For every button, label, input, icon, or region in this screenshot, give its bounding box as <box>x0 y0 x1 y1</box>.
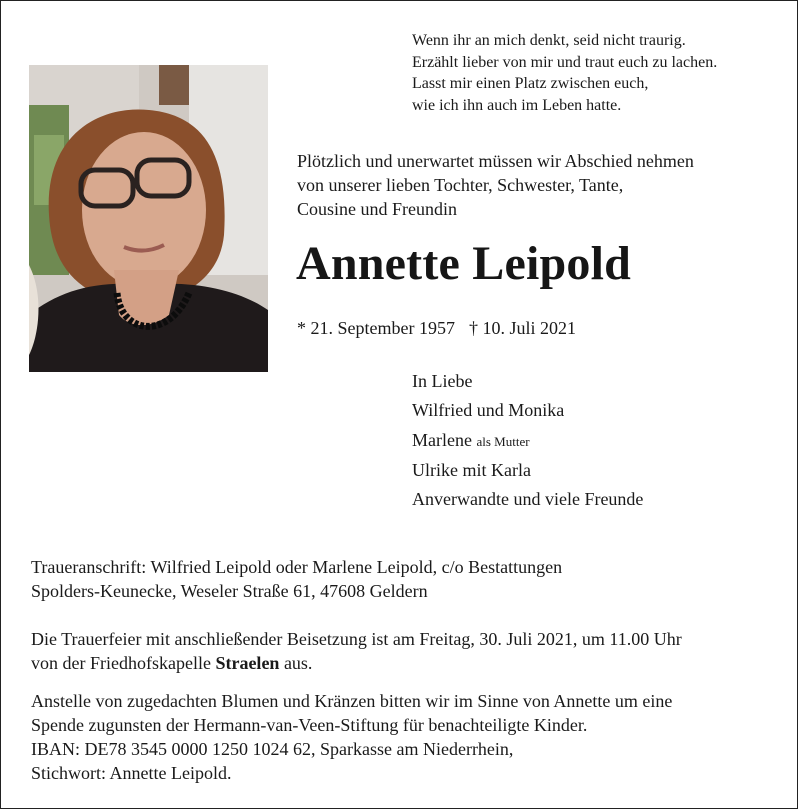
mourner-entry: Anverwandte und viele Freunde <box>412 489 644 510</box>
ceremony-suffix: aus. <box>279 653 313 673</box>
mourning-address <box>31 555 791 603</box>
mourner-relation: als Mutter <box>476 433 530 449</box>
mourner-entry: Ulrike mit Karla <box>412 459 531 480</box>
donation-line: Spende zugunsten der Hermann-van-Veen-Stiftung für benachteiligte Kinder. <box>31 715 588 735</box>
mourner-entry: Wilfried und Monika <box>412 400 565 421</box>
portrait-photo <box>29 65 268 372</box>
intro-line: Plötzlich und unerwartet müssen wir Abschied nehmen <box>297 151 694 171</box>
poem-line: Wenn ihr an mich denkt, seid nicht traurig. <box>412 32 686 49</box>
poem <box>412 30 782 116</box>
mourners-intro: In Liebe <box>412 371 473 391</box>
intro-text <box>297 149 787 221</box>
donation-keyword: Stichwort: Annette Leipold. <box>31 763 232 783</box>
ceremony-line <box>31 651 791 675</box>
intro-line: von unserer lieben Tochter, Schwester, Tante, <box>297 175 624 195</box>
poem-line: Lasst mir einen Platz zwischen euch, <box>412 75 649 92</box>
mourner-name: Marlene <box>412 429 472 450</box>
poem-line: Erzählt lieber von mir und traut euch zu lachen. <box>412 53 718 71</box>
donation-line: Anstelle von zugedachten Blumen und Kränzen bitten wir im Sinne von Annette um eine <box>31 691 673 711</box>
ceremony-prefix: von der Friedhofskapelle <box>31 653 216 673</box>
intro-line: Cousine und Freundin <box>297 199 457 219</box>
ceremony-line: Die Trauerfeier mit anschließender Beisetzung ist am Freitag, 30. Juli 2021, um 11.00 Uhr <box>31 629 682 649</box>
life-dates <box>297 316 576 340</box>
death-date: † 10. Juli 2021 <box>468 318 576 338</box>
address-line: Traueranschrift: Wilfried Leipold oder Marlene Leipold, c/o Bestattungen <box>31 557 563 577</box>
ceremony-location: Straelen <box>215 653 280 673</box>
poem-line: wie ich ihn auch im Leben hatte. <box>412 96 622 114</box>
donation-info <box>31 689 791 785</box>
mourner-entry <box>412 426 643 456</box>
portrait-image <box>29 65 268 372</box>
mourners-list <box>412 367 643 514</box>
deceased-name: Annette Leipold <box>296 237 632 290</box>
address-line: Spolders-Keunecke, Weseler Straße 61, 47608 Geldern <box>31 581 428 601</box>
donation-iban: IBAN: DE78 3545 0000 1250 1024 62, Sparkasse am Niederrhein, <box>31 739 514 759</box>
birth-date: * 21. September 1957 <box>297 318 455 338</box>
ceremony-info <box>31 627 791 675</box>
